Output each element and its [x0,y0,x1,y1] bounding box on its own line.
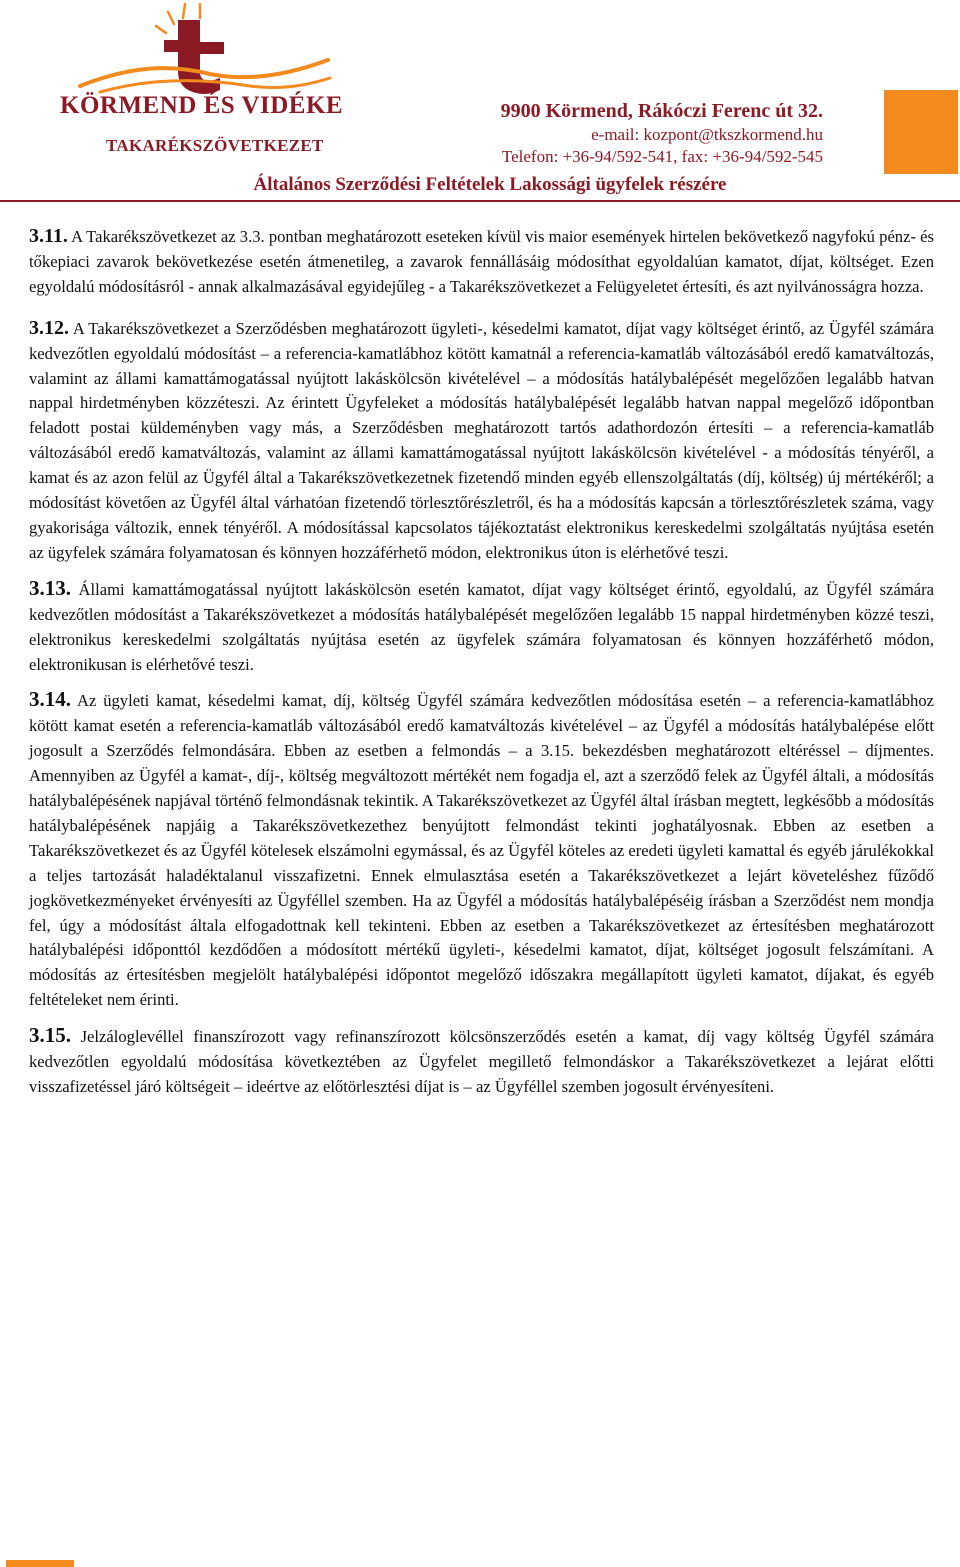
section-text: A Takarékszövetkezet a Szerződésben meghatározott ügyleti-, késedelmi kamatot, díjat vagy költséget érintő, az Ügyfél számára kedvezőtlen egyoldalú módosítást – a referencia-kamatlábhoz kötött kamatnál a referencia-kamatláb változásából eredő kamatváltozás, valamint az állami kamattámogatással nyújtott lakáskölcsön kivételével – a módosítás hatálybalépését megelőzően legalább hatvan nappal hirdetményben közzéteszi. Az érintett Ügyfeleket a módosítás hatálybalépését legalább hatvan nappal megelőző időpontban feladott postai küldeményben vagy más, a Szerződésben meghatározott tartós adathordozón értesíti – a referencia-kamatláb változásából eredő kamatváltozás, valamint az állami kamattámogatással nyújtott lakáskölcsön kivételével - a módosítás tényéről, a kamat és az azon felül az Ügyfél által a Takarékszövetkezetnek fizetendő minden egyéb ellenszolgáltatás (díj, költség) új mértékéről; a módosítást követően az Ügyfél által várhatóan fizetendő törlesztőrészletről, és ha a módosítás kapcsán a törlesztőrészletek száma, vagy gyakorisága változik, ennek tényéről. A módosítással kapcsolatos tájékoztatást elektronikus kereskedelmi szolgáltatás nyújtása esetén az ügyfelek számára folyamatosan és könnyen hozzáférhető módon, elektronikus úton is elérhetővé teszi. [29,318,935,562]
accent-square [884,90,958,174]
section-text: Jelzáloglevéllel finanszírozott vagy refinanszírozott kölcsönszerződés esetén a kamat, díj vagy költség Ügyfél számára kedvezőtlen egyoldalú módosítása következtében az Ügyfelet megillető felmondáskor a Takarékszövetkezet a lejárat előtti visszafizetéssel járó költségeit – ideértve az előtörlesztési díjat is – az Ügyféllel szemben jogosult érvényesíteni. [29,1027,934,1096]
brand-name: KÖRMEND ÉS VIDÉKE [60,92,344,119]
email: e-mail: kozpont@tkszkormend.hu [591,125,823,144]
document-body [29,224,934,1100]
section-number: 3.15. [29,1023,71,1048]
header-divider [0,200,960,202]
section-number: 3.12. [29,316,69,339]
section-text: Állami kamattámogatással nyújtott lakáskölcsön esetén kamatot, díjat vagy költséget érintő, egyoldalú, az Ügyfél számára kedvezőtlen módosítást a Takarékszövetkezet a módosítás hatálybalépését megelőzően legalább 15 nappal hirdetményben közzé teszi, elektronikus kereskedelmi szolgáltatás nyújtása esetén az ügyfelek számára folyamatosan és könnyen hozzáférhető módon, elektronikusan is elérhetővé teszi. [29,579,934,674]
phone-fax: Telefon: +36-94/592-541, fax: +36-94/592-545 [501,147,823,166]
footer-accent-bar [6,1560,74,1567]
section-text: Az ügyleti kamat, késedelmi kamat, díj, költség Ügyfél számára kedvezőtlen módosítása esetén – a referencia-kamatlábhoz kötött kamat esetén a referencia-kamatláb változásából eredő kamatváltozás kivételével – az Ügyfél a módosítás hatálybalépése előtt jogosult a Szerződés felmondására. Ebben az esetben a felmondás – a 3.15. bekezdésben meghatározott eltéréssel – díjmentes. Amennyiben az Ügyfél a kamat-, díj-, költség megváltozott mértékét nem fogadja el, azt a szerződő felek az Ügyfél általi, a módosítás hatálybalépésének napjával történő felmondásnak tekintik. A Takarékszövetkezet az Ügyfél által írásban megtett, legkésőbb a módosítás hatálybalépésének napjáig a Takarékszövetkezethez benyújtott felmondást tekinti joghatályosnak. Ebben az esetben a Takarékszövetkezet és az Ügyfél kötelesek elszámolni egymással, és az Ügyfél köteles az eredeti ügyleti kamattal és egyéb járulékokkal a teljes tartozását haladéktalanul visszafizetni. Ennek elmulasztása esetén a Takarékszövetkezet a lejárt követeléshez fűződő jogkövetkezményeket érvényesíti az Ügyféllel szemben. Ha az Ügyfél a módosítás hatálybalépéséig írásban a Szerződést nem mondja fel, úgy a módosítást általa elfogadottnak kell tekinteni. Ebben az esetben a Takarékszövetkezet az értesítésben meghatározott hatálybalépési időponttól kezdődően a módosított mértékű ügyleti-, késedelmi kamatot, díjat, költséget jogosult felszámítani. A módosítás az értesítésben megjelölt hatálybalépési időpontot megelőző időszakra megállapított ügyleti kamatot, díjakat, és egyéb feltételeket nem érinti. [29,691,935,1010]
section-text: A Takarékszövetkezet az 3.3. pontban meghatározott eseteken kívül vis maior események hirtelen bekövetkező nagyfokú pénz- és tőkepiaci zavarok bekövetkezése esetén átmenetileg, a zavarok fennállásáig módosíthat egyoldalúan kamatot, díjat, költséget. Ezen egyoldalú módosításról - annak alkalmazásával egyidejűleg - a Takarékszövetkezet a Felügyeletet értesíti, és azt nyilvánosságra hozza. [29,227,934,296]
address: 9900 Körmend, Rákóczi Ferenc út 32. [500,100,823,122]
section-3-15 [29,1023,934,1100]
document-title: Általános Szerződési Feltételek Lakossági ügyfelek részére [253,174,727,195]
section-number: 3.14. [29,687,71,712]
brand-subtitle: TAKARÉKSZÖVETKEZET [106,136,324,155]
contact-block [501,98,823,168]
section-3-14 [29,687,934,1013]
section-3-13 [29,576,934,678]
takarekszovetkezet-logo [60,0,340,100]
section-number: 3.11. [29,225,68,247]
section-3-11 [29,224,934,300]
section-3-12 [29,316,934,566]
section-number: 3.13. [29,575,71,600]
